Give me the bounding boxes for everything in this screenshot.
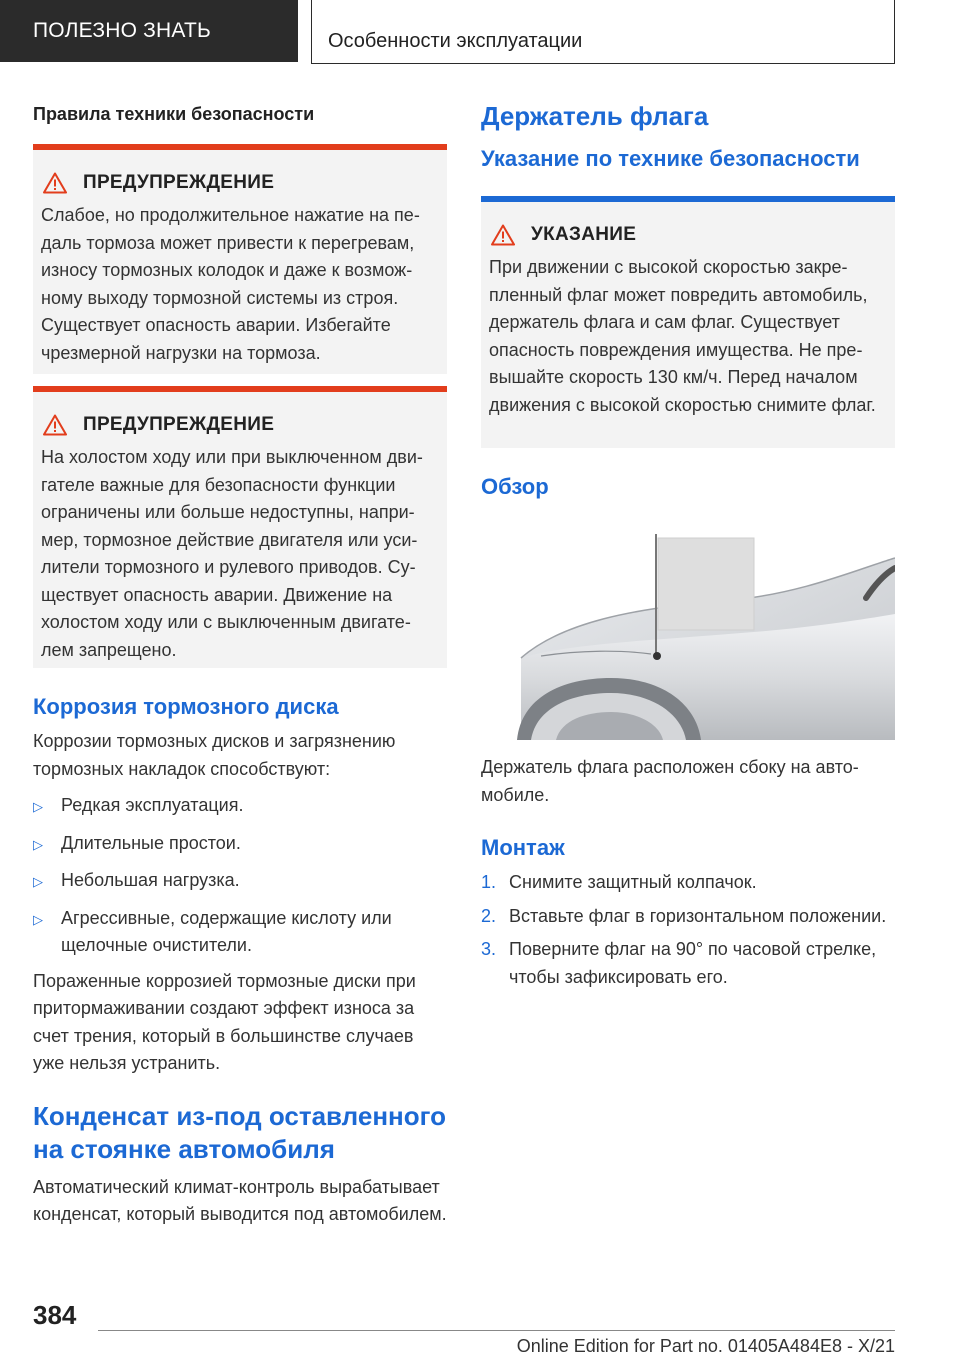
flag-holder-photo [481, 528, 895, 740]
step-number: 1. [481, 872, 497, 892]
list-item: ▷ Небольшая нагрузка. [33, 867, 447, 896]
header-chapter-label: Особенности эксплуатации [328, 30, 583, 52]
condensate-heading: Конденсат из-под оставленного на стоянке автомобиля [33, 1100, 446, 1164]
warning-triangle-icon [43, 172, 67, 194]
header-section-tab [0, 0, 298, 62]
triangle-bullet-icon: ▷ [33, 874, 43, 889]
car-with-flag-illustration [481, 528, 895, 740]
warning-box-idle [33, 386, 447, 668]
right-column [481, 100, 895, 991]
condensate-text: Автоматический климат-контроль вырабатывает конденсат, который выводится под автомобилем. [33, 1176, 447, 1224]
header-section-label: ПОЛЕЗНО ЗНАТЬ [33, 19, 211, 42]
triangle-bullet-icon: ▷ [33, 836, 43, 852]
corrosion-heading: Коррозия тормозного диска [33, 694, 339, 719]
notice-box-speed [481, 196, 895, 448]
mounting-heading: Монтаж [481, 835, 565, 860]
safety-note-heading: Указание по технике безопасности [481, 146, 860, 171]
step-item [481, 936, 895, 991]
safety-rules-heading: Правила техники безопасности [33, 104, 315, 124]
caution-triangle-icon [491, 224, 515, 246]
step-number: 3. [481, 939, 497, 959]
warning-text: Слабое, но продолжительное нажатие на педаль тормоза может привести к перегревам, износу тормозных колодок и даже к возможному выходу тормозной системы из строя. Существует опасность аварии. Избегайте чрезмерной нагрузки на тормоза. [41, 205, 420, 363]
edition-footer: Online Edition for Part no. 01405A484E8 - X/21 [516, 1336, 895, 1356]
step-item [481, 869, 895, 897]
step-number: 2. [481, 905, 497, 926]
warning-title-row [41, 414, 437, 436]
photo-caption: Держатель флага расположен сбоку на автомобиле. [481, 757, 859, 805]
triangle-bullet-icon: ▷ [33, 799, 43, 814]
mounting-steps [481, 869, 895, 991]
corrosion-outro: Пораженные коррозией тормозные диски при притормаживании создают эффект износа за счет трения, который в большинстве случаев уже нельзя устранить. [33, 970, 416, 1073]
header-chapter [311, 0, 895, 64]
footer-divider [98, 1330, 895, 1331]
list-item: ▷ Редкая эксплуатация. [33, 792, 447, 821]
warning-box-brakes [33, 144, 447, 374]
notice-text: При движении с высокой скоростью закрепленный флаг может повредить автомобиль, держатель флага и сам флаг. Существует опасность повреждения имущества. Не превышайте скорость 130 км/ч. Перед началом движения с высокой скоростью снимите флаг. [489, 257, 876, 415]
warning-title-row [41, 172, 437, 194]
notice-title: УКАЗАНИЕ [531, 224, 637, 245]
notice-title-row [489, 224, 885, 246]
overview-heading: Обзор [481, 474, 549, 499]
flag-holder-title: Держатель флага [481, 101, 709, 131]
warning-title: ПРЕДУПРЕЖДЕНИЕ [83, 414, 275, 435]
step-text: Поверните флаг на 90° по часовой стрелке, чтобы зафиксировать его. [509, 939, 877, 987]
page-number: 384 [33, 1300, 77, 1330]
step-item [481, 903, 895, 931]
left-column [33, 104, 447, 1229]
warning-triangle-icon [43, 414, 67, 436]
corrosion-list [33, 792, 447, 960]
step-text: Вставьте флаг в горизонтальном положении. [509, 905, 887, 926]
list-item: ▷ Агрессивные, содержащие кислоту или щелочные очистители. [33, 905, 447, 960]
warning-title: ПРЕДУПРЕЖДЕНИЕ [83, 172, 275, 193]
triangle-bullet-icon: ▷ [33, 911, 43, 927]
corrosion-intro: Коррозии тормозных дисков и загрязнению тормозных накладок способствуют: [33, 731, 396, 779]
warning-text: На холостом ходу или при выключенном двигателе важные для безопасности функции ограничены или больше недоступны, например, тормозное действие двигателя или усилители тормозного и рулевого приводов. Существует опасность аварии. Движение на холостом ходу или с выключенным двигателем запрещено. [41, 447, 423, 660]
step-text: Снимите защитный колпачок. [509, 872, 757, 892]
list-item: ▷ Длительные простои. [33, 830, 447, 859]
